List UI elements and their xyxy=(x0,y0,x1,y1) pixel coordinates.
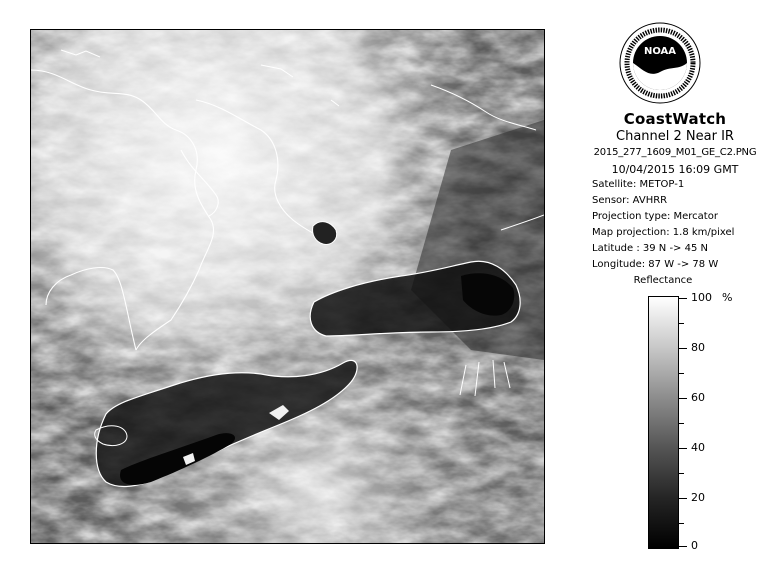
acquisition-datetime: 10/04/2015 16:09 GMT xyxy=(611,163,739,176)
brand-title: CoastWatch xyxy=(623,110,727,128)
colorbar-tick xyxy=(678,323,684,324)
map-projection-label: Map projection: 1.8 km/pixel xyxy=(592,227,735,238)
projection-type-label: Projection type: Mercator xyxy=(592,211,718,222)
colorbar-tick xyxy=(678,523,684,524)
colorbar-tick-label: 40 xyxy=(691,441,705,454)
colorbar-tick xyxy=(678,473,684,474)
colorbar-tick xyxy=(678,448,687,449)
colorbar-unit: % xyxy=(722,291,733,304)
colorbar-tick xyxy=(678,348,687,349)
colorbar-tick-label: 100 xyxy=(691,291,712,304)
colorbar-tick xyxy=(678,373,684,374)
logo-text: NOAA xyxy=(643,46,677,57)
sensor-label: Sensor: AVHRR xyxy=(592,195,668,206)
reflectance-colorbar xyxy=(648,296,679,549)
colorbar-tick-label: 0 xyxy=(691,539,698,552)
satellite-image-canvas xyxy=(31,30,544,543)
colorbar-tick-label: 80 xyxy=(691,341,705,354)
channel-label: Channel 2 Near IR xyxy=(616,129,734,144)
file-name: 2015_277_1609_M01_GE_C2.PNG xyxy=(593,147,757,158)
satellite-label: Satellite: METOP-1 xyxy=(592,179,685,190)
latitude-label: Latitude : 39 N -> 45 N xyxy=(592,243,708,254)
colorbar-tick xyxy=(678,546,687,547)
colorbar-tick xyxy=(678,498,687,499)
colorbar-title: Reflectance xyxy=(633,275,693,286)
colorbar-tick-label: 60 xyxy=(691,391,705,404)
noaa-logo-icon xyxy=(619,22,701,104)
colorbar-tick xyxy=(678,298,687,299)
colorbar-tick xyxy=(678,423,684,424)
colorbar-tick-label: 20 xyxy=(691,491,705,504)
satellite-image xyxy=(30,29,545,544)
longitude-label: Longitude: 87 W -> 78 W xyxy=(592,259,719,270)
colorbar-tick xyxy=(678,398,687,399)
